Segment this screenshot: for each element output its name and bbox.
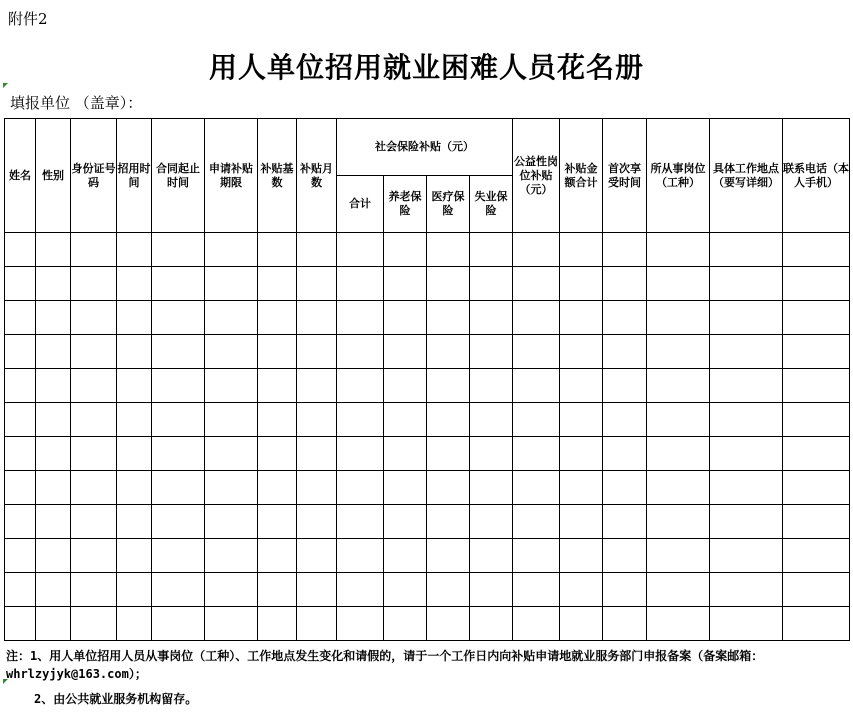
table-cell[interactable] [337,403,384,437]
table-cell[interactable] [427,471,470,505]
table-cell[interactable] [470,267,513,301]
header-total: 合计 [337,176,384,233]
table-cell[interactable] [710,505,783,539]
table-cell[interactable] [71,233,117,267]
table-cell[interactable] [337,505,384,539]
table-cell[interactable] [117,505,152,539]
table-cell[interactable] [337,267,384,301]
table-cell[interactable] [205,437,258,471]
table-cell[interactable] [783,267,850,301]
table-cell[interactable] [560,607,603,641]
table-cell[interactable] [205,403,258,437]
table-cell[interactable] [71,403,117,437]
header-first-time: 首次享受时间 [603,119,647,233]
header-hire-time: 招用时间 [117,119,152,233]
header-public-post: 公益性岗位补贴（元） [513,119,560,233]
table-cell[interactable] [117,573,152,607]
table-row [5,505,850,539]
table-row [5,573,850,607]
table-cell[interactable] [513,369,560,403]
table-cell[interactable] [513,539,560,573]
table-row [5,607,850,641]
table-cell[interactable] [647,267,710,301]
table-cell[interactable] [5,233,36,267]
table-cell[interactable] [470,505,513,539]
table-cell[interactable] [152,539,205,573]
table-cell[interactable] [647,539,710,573]
header-social: 社会保险补贴（元） [337,119,513,176]
table-cell[interactable] [603,267,647,301]
page-title: 用人单位招用就业困难人员花名册 [208,51,644,84]
table-cell[interactable] [297,335,337,369]
header-gender: 性别 [36,119,71,233]
table-cell[interactable] [647,471,710,505]
table-cell[interactable] [337,437,384,471]
table-cell[interactable] [427,335,470,369]
table-cell[interactable] [297,539,337,573]
table-cell[interactable] [384,301,427,335]
table-cell[interactable] [710,573,783,607]
table-cell[interactable] [337,573,384,607]
table-cell[interactable] [384,437,427,471]
table-cell[interactable] [205,233,258,267]
header-subsidy-total: 补贴金额合计 [560,119,603,233]
table-cell[interactable] [647,369,710,403]
table-cell[interactable] [470,607,513,641]
header-name: 姓名 [5,119,36,233]
table-cell[interactable] [36,539,71,573]
table-cell[interactable] [337,471,384,505]
table-cell[interactable] [710,437,783,471]
table-cell[interactable] [297,369,337,403]
table-row [5,369,850,403]
table-cell[interactable] [5,505,36,539]
table-row [5,403,850,437]
table-cell[interactable] [603,233,647,267]
table-cell[interactable] [71,539,117,573]
table-cell[interactable] [427,573,470,607]
table-cell[interactable] [513,471,560,505]
table-row [5,471,850,505]
table-cell[interactable] [427,437,470,471]
table-cell[interactable] [710,403,783,437]
table-cell[interactable] [5,369,36,403]
table-cell[interactable] [205,369,258,403]
table-cell[interactable] [427,233,470,267]
table-cell[interactable] [384,335,427,369]
roster-table [4,118,850,641]
table-cell[interactable] [427,301,470,335]
table-cell[interactable] [647,505,710,539]
header-unemploy: 失业保险 [470,176,513,233]
table-cell[interactable] [603,607,647,641]
table-cell[interactable] [205,267,258,301]
table-cell[interactable] [603,505,647,539]
table-cell[interactable] [603,539,647,573]
table-cell[interactable] [470,301,513,335]
header-base: 补贴基数 [258,119,297,233]
table-cell[interactable] [152,267,205,301]
header-months: 补贴月数 [297,119,337,233]
table-cell[interactable] [427,505,470,539]
table-cell[interactable] [71,267,117,301]
table-cell[interactable] [470,539,513,573]
table-cell[interactable] [647,403,710,437]
table-cell[interactable] [258,607,297,641]
table-cell[interactable] [710,233,783,267]
table-cell[interactable] [258,369,297,403]
table-cell[interactable] [71,301,117,335]
table-cell[interactable] [647,607,710,641]
table-cell[interactable] [71,607,117,641]
table-row [5,539,850,573]
table-cell[interactable] [36,301,71,335]
table-cell[interactable] [647,573,710,607]
table-cell[interactable] [647,301,710,335]
table-cell[interactable] [470,437,513,471]
table-cell[interactable] [5,437,36,471]
table-row [5,301,850,335]
table-cell[interactable] [297,471,337,505]
table-cell[interactable] [258,505,297,539]
table-cell[interactable] [560,437,603,471]
table-cell[interactable] [117,539,152,573]
table-cell[interactable] [710,301,783,335]
table-cell[interactable] [152,233,205,267]
table-cell[interactable] [71,505,117,539]
table-cell[interactable] [783,301,850,335]
header-pension: 养老保险 [384,176,427,233]
corner-mark [3,83,8,88]
table-cell[interactable] [258,301,297,335]
table-cell[interactable] [470,403,513,437]
table-cell[interactable] [337,607,384,641]
table-cell[interactable] [71,573,117,607]
table-cell[interactable] [603,301,647,335]
note-1: 注：1、用人单位招用人员从事岗位（工种）、工作地点发生变化和请假的，请于一个工作日内向补贴申请地就业服务部门申报备案（备案邮箱：whrlzyjyk@163.com）； [6,649,764,681]
table-cell[interactable] [5,471,36,505]
table-cell[interactable] [117,267,152,301]
table-cell[interactable] [384,403,427,437]
table-cell[interactable] [297,437,337,471]
table-cell[interactable] [427,369,470,403]
table-cell[interactable] [427,267,470,301]
table-cell[interactable] [258,233,297,267]
table-cell[interactable] [560,335,603,369]
table-cell[interactable] [36,267,71,301]
table-cell[interactable] [5,335,36,369]
table-cell[interactable] [297,403,337,437]
fill-unit-label: 填报单位 （盖章）： [10,94,143,112]
table-cell[interactable] [513,301,560,335]
table-row [5,437,850,471]
table-cell[interactable] [783,505,850,539]
table-cell[interactable] [337,539,384,573]
table-cell[interactable] [560,471,603,505]
table-cell[interactable] [560,233,603,267]
table-cell[interactable] [603,471,647,505]
note-2: 2、由公共就业服务机构留存。 [34,692,198,706]
table-cell[interactable] [513,233,560,267]
table-cell[interactable] [384,573,427,607]
header-location: 具体工作地点（要写详细） [710,119,783,233]
table-cell[interactable] [71,369,117,403]
table-cell[interactable] [427,607,470,641]
table-cell[interactable] [258,539,297,573]
table-cell[interactable] [5,539,36,573]
table-cell[interactable] [152,301,205,335]
table-cell[interactable] [513,573,560,607]
table-cell[interactable] [384,233,427,267]
header-apply-period: 申请补贴期限 [205,119,258,233]
table-cell[interactable] [117,301,152,335]
table-cell[interactable] [470,233,513,267]
table-cell[interactable] [152,369,205,403]
table-cell[interactable] [783,369,850,403]
table-cell[interactable] [117,607,152,641]
table-cell[interactable] [710,369,783,403]
table-cell[interactable] [647,233,710,267]
table-cell[interactable] [117,403,152,437]
table-cell[interactable] [71,471,117,505]
table-cell[interactable] [117,369,152,403]
table-cell[interactable] [710,607,783,641]
table-cell[interactable] [258,471,297,505]
table-cell[interactable] [297,267,337,301]
table-cell[interactable] [427,403,470,437]
table-cell[interactable] [513,437,560,471]
header-post: 所从事岗位（工种） [647,119,710,233]
table-cell[interactable] [647,437,710,471]
table-cell[interactable] [337,369,384,403]
table-cell[interactable] [258,335,297,369]
table-cell[interactable] [384,369,427,403]
table-cell[interactable] [783,403,850,437]
table-cell[interactable] [205,573,258,607]
table-cell[interactable] [560,539,603,573]
table-cell[interactable] [152,471,205,505]
table-cell[interactable] [117,335,152,369]
table-cell[interactable] [470,335,513,369]
table-cell[interactable] [560,403,603,437]
table-cell[interactable] [297,301,337,335]
header-id: 身份证号码 [71,119,117,233]
table-cell[interactable] [603,335,647,369]
table-cell[interactable] [205,607,258,641]
table-cell[interactable] [513,607,560,641]
table-cell[interactable] [36,335,71,369]
table-cell[interactable] [513,403,560,437]
table-cell[interactable] [603,403,647,437]
table-cell[interactable] [710,539,783,573]
table-cell[interactable] [513,505,560,539]
table-cell[interactable] [560,505,603,539]
table-cell[interactable] [710,267,783,301]
table-cell[interactable] [258,573,297,607]
table-cell[interactable] [297,505,337,539]
table-cell[interactable] [5,301,36,335]
table-row [5,233,850,267]
header-phone: 联系电话（本人手机） [783,119,850,233]
table-cell[interactable] [647,335,710,369]
table-cell[interactable] [384,607,427,641]
table-cell[interactable] [513,267,560,301]
table-cell[interactable] [258,403,297,437]
table-cell[interactable] [205,505,258,539]
table-cell[interactable] [384,505,427,539]
table-cell[interactable] [783,335,850,369]
table-cell[interactable] [117,233,152,267]
table-cell[interactable] [5,607,36,641]
table-cell[interactable] [258,437,297,471]
table-cell[interactable] [603,573,647,607]
table-cell[interactable] [783,471,850,505]
table-cell[interactable] [710,471,783,505]
table-cell[interactable] [337,335,384,369]
table-cell[interactable] [5,403,36,437]
table-row [5,335,850,369]
table-cell[interactable] [297,233,337,267]
table-cell[interactable] [783,233,850,267]
table-cell[interactable] [71,437,117,471]
table-cell[interactable] [36,607,71,641]
table-cell[interactable] [71,335,117,369]
header-contract: 合同起止时间 [152,119,205,233]
table-cell[interactable] [36,233,71,267]
table-cell[interactable] [205,471,258,505]
table-cell[interactable] [5,267,36,301]
table-cell[interactable] [297,607,337,641]
table-cell[interactable] [470,369,513,403]
table-cell[interactable] [205,301,258,335]
table-cell[interactable] [152,403,205,437]
table-cell[interactable] [36,505,71,539]
corner-mark [3,679,8,684]
table-cell[interactable] [117,471,152,505]
table-cell[interactable] [152,505,205,539]
table-cell[interactable] [117,437,152,471]
table-cell[interactable] [337,301,384,335]
table-cell[interactable] [337,233,384,267]
table-cell[interactable] [560,301,603,335]
attachment-label: 附件2 [8,10,48,28]
table-cell[interactable] [152,607,205,641]
table-cell[interactable] [603,437,647,471]
table-cell[interactable] [427,539,470,573]
table-cell[interactable] [152,573,205,607]
table-cell[interactable] [258,267,297,301]
table-cell[interactable] [560,267,603,301]
table-cell[interactable] [384,539,427,573]
table-cell[interactable] [384,471,427,505]
table-row [5,267,850,301]
table-cell[interactable] [783,573,850,607]
table-cell[interactable] [36,369,71,403]
table-cell[interactable] [603,369,647,403]
table-cell[interactable] [297,573,337,607]
table-cell[interactable] [205,335,258,369]
table-cell[interactable] [152,437,205,471]
table-cell[interactable] [205,539,258,573]
table-cell[interactable] [783,437,850,471]
table-cell[interactable] [560,369,603,403]
table-cell[interactable] [560,573,603,607]
table-cell[interactable] [36,573,71,607]
table-cell[interactable] [470,573,513,607]
header-medical: 医疗保险 [427,176,470,233]
table-cell[interactable] [783,607,850,641]
table-cell[interactable] [470,471,513,505]
table-cell[interactable] [152,335,205,369]
table-cell[interactable] [384,267,427,301]
table-cell[interactable] [513,335,560,369]
table-cell[interactable] [36,471,71,505]
table-cell[interactable] [710,335,783,369]
table-cell[interactable] [783,539,850,573]
table-cell[interactable] [36,437,71,471]
table-cell[interactable] [36,403,71,437]
table-cell[interactable] [5,573,36,607]
